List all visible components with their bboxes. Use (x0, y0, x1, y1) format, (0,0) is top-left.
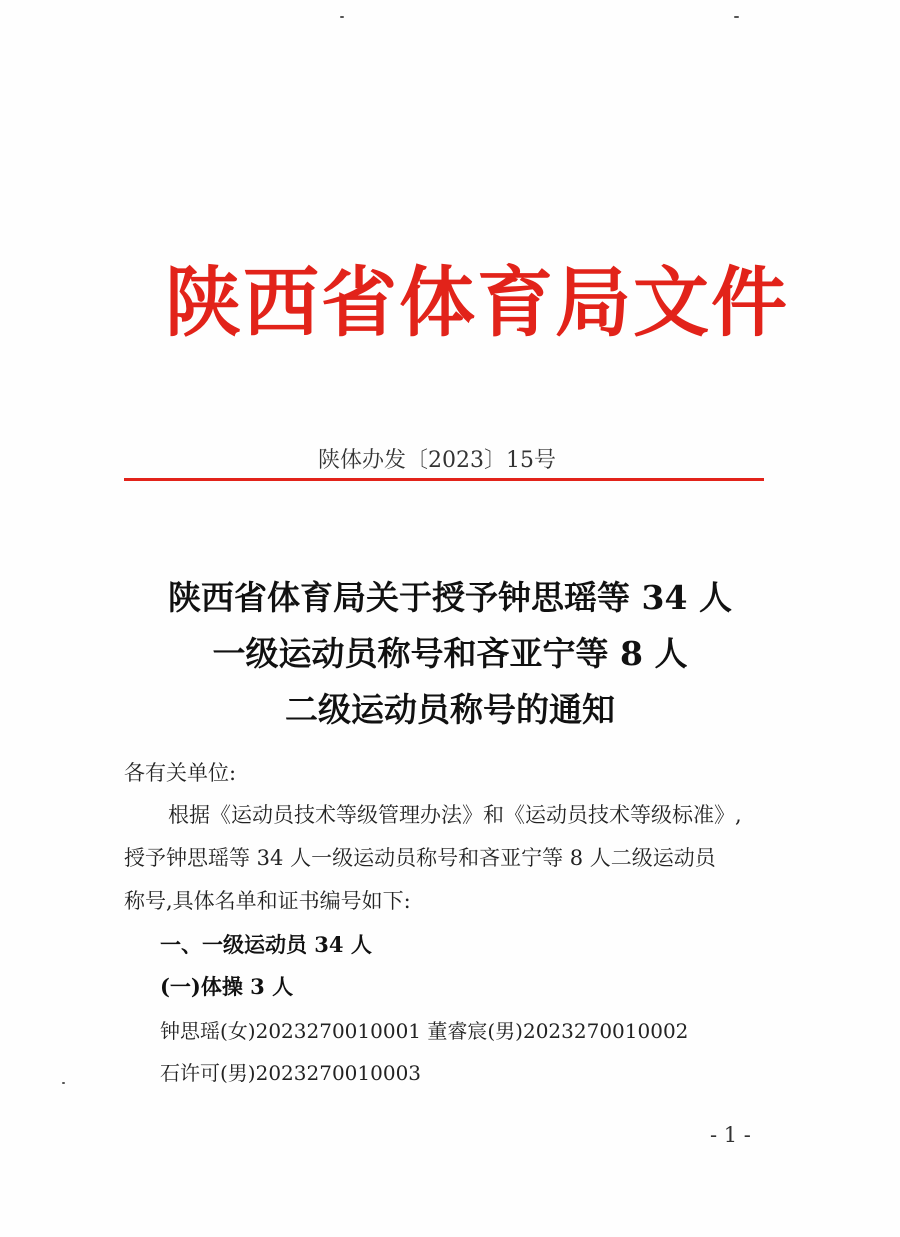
issuer-header-title: 陕西省体育局文件 (165, 258, 789, 347)
section-heading: 一、一级运动员 34 人 (160, 932, 372, 957)
notice-title-line: 一级运动员称号和吝亚宁等 8 人 (212, 634, 688, 673)
notice-title-line: 二级运动员称号的通知 (285, 690, 615, 729)
document-number: 陕体办发〔2023〕15号 (318, 448, 556, 473)
notice-title-line: 陕西省体育局关于授予钟思瑶等 34 人 (168, 578, 732, 617)
scan-speck (62, 1082, 65, 1084)
paragraph-line: 称号,具体名单和证书编号如下: (124, 889, 411, 913)
header-red-rule (124, 478, 764, 481)
subsection-heading: (一)体操 3 人 (160, 974, 294, 999)
athlete-entry-line: 石许可(男)2023270010003 (160, 1061, 422, 1085)
scan-speck (734, 16, 739, 18)
athlete-entry-line: 钟思瑶(女)2023270010001 董睿宸(男)2023270010002 (160, 1019, 689, 1043)
salutation: 各有关单位: (124, 761, 237, 785)
notice-title (0, 570, 900, 738)
scan-speck (340, 16, 344, 18)
paragraph-line: 授予钟思瑶等 34 人一级运动员称号和吝亚宁等 8 人二级运动员 (124, 846, 716, 870)
paragraph-line: 根据《运动员技术等级管理办法》和《运动员技术等级标准》, (168, 803, 742, 827)
page-number: - 1 - (710, 1123, 751, 1147)
